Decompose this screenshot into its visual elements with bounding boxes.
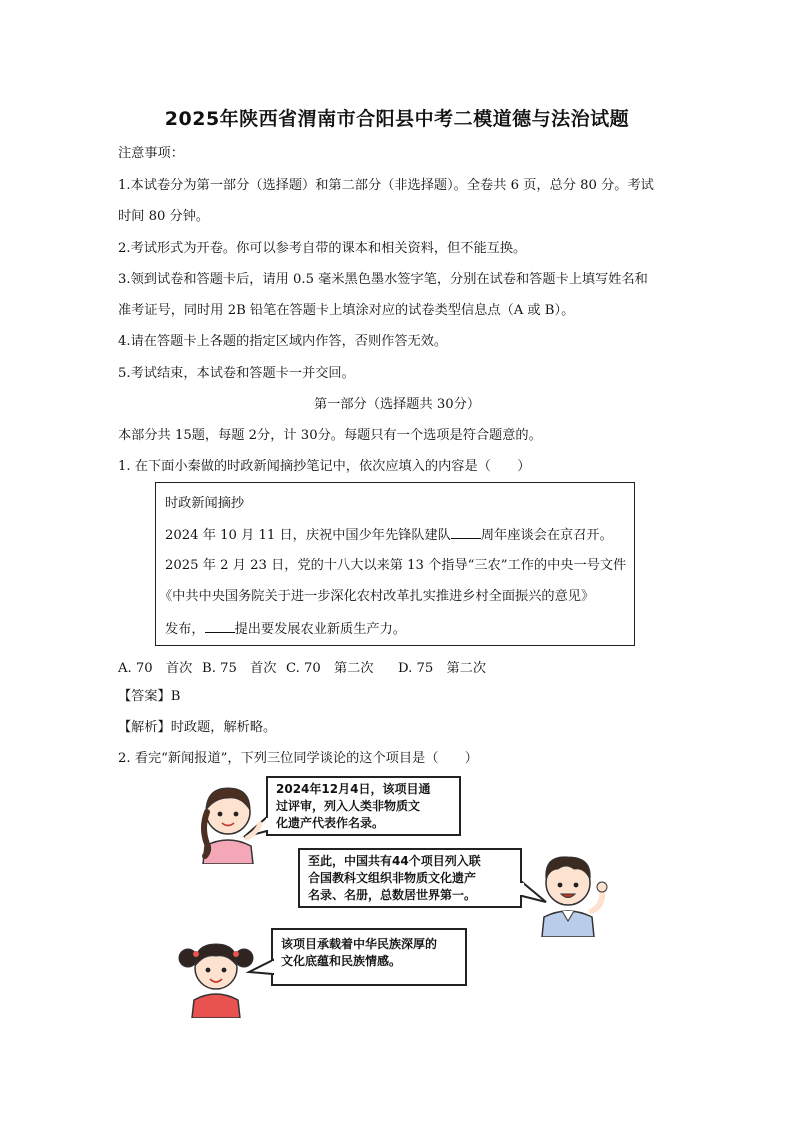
speech-bubble-2 xyxy=(298,848,522,908)
fill-blank-2 xyxy=(205,620,235,633)
notice-line: 3.领到试卷和答题卡后，请用 0.5 毫米黑色墨水签字笔，分别在试卷和答题卡上填写姓名和 xyxy=(118,272,648,287)
option-d: D. 75 第二次 xyxy=(398,661,487,676)
news-excerpt-box xyxy=(155,482,635,646)
girl-with-pigtails-illustration xyxy=(176,930,256,1018)
analysis-line: 【解析】时政题，解析略。 xyxy=(118,720,277,735)
question-1-stem: 1. 在下面小秦做的时政新闻摘抄笔记中，依次应填入的内容是（ ） xyxy=(118,459,531,474)
bubble-3-line: 文化底蕴和民族情感。 xyxy=(281,954,402,968)
box-line-4 xyxy=(165,620,406,639)
part1-heading: 第一部分（选择题共 30分） xyxy=(313,397,481,412)
notice-line: 时间 80 分钟。 xyxy=(118,209,210,224)
bubble-1-line: 化遗产代表作名录。 xyxy=(276,816,385,830)
fill-blank-1 xyxy=(451,526,481,539)
box-heading: 时政新闻摘抄 xyxy=(165,496,245,511)
notice-line: 1.本试卷分为第一部分（选择题）和第二部分（非选择题）。全卷共 6 页，总分 80 分。考试 xyxy=(118,178,654,193)
box-line-4-text-a: 发布， xyxy=(165,622,205,637)
bubble-2-line: 名录、名册，总数居世界第一。 xyxy=(308,888,477,902)
box-line-1 xyxy=(165,526,613,545)
girl-with-braid-illustration xyxy=(193,778,263,864)
boy-illustration xyxy=(530,845,612,937)
box-line-2: 2025 年 2 月 23 日，党的十八大以来第 13 个指导“三农”工作的中央一号文件 xyxy=(165,558,627,573)
answer-line: 【答案】B xyxy=(118,689,181,704)
option-c: C. 70 第二次 xyxy=(286,661,374,676)
box-line-1-text-b: 周年座谈会在京召开。 xyxy=(480,528,613,543)
notice-line: 准考证号，同时用 2B 铅笔在答题卡上填涂对应的试卷类型信息点（A 或 B）。 xyxy=(118,303,575,318)
bubble-1-line: 过评审，列入人类非物质文 xyxy=(276,799,421,813)
box-line-4-text-b: 提出要发展农业新质生产力。 xyxy=(234,622,406,637)
bubble-2-line: 至此，中国共有44个项目列入联 xyxy=(308,854,481,868)
speech-bubble-3 xyxy=(271,928,467,986)
option-a: A. 70 首次 xyxy=(118,661,193,676)
notice-line: 2.考试形式为开卷。你可以参考自带的课本和相关资料，但不能互换。 xyxy=(118,241,527,256)
bubble-1-line: 2024年12月4日，该项目通 xyxy=(276,782,431,796)
speech-bubble-1 xyxy=(266,776,461,836)
option-b: B. 75 首次 xyxy=(202,661,277,676)
box-line-1-text-a: 2024 年 10 月 11 日，庆祝中国少年先锋队建队 xyxy=(165,528,451,543)
notice-line: 4.请在答题卡上各题的指定区域内作答，否则作答无效。 xyxy=(118,334,448,349)
part1-instruction: 本部分共 15题，每题 2分，计 30分。每题只有一个选项是符合题意的。 xyxy=(118,428,542,443)
page-title: 2025年陕西省渭南市合阳县中考二模道德与法治试题 xyxy=(164,108,630,130)
notice-line: 5.考试结束，本试卷和答题卡一并交回。 xyxy=(118,366,355,381)
bubble-3-line: 该项目承载着中华民族深厚的 xyxy=(281,937,438,951)
box-line-3: 《中共中央国务院关于进一步深化农村改革扎实推进乡村全面振兴的意见》 xyxy=(159,589,595,604)
bubble-2-line: 合国教科文组织非物质文化遗产 xyxy=(308,871,477,885)
notice-heading: 注意事项： xyxy=(118,146,184,161)
question-2-stem: 2. 看完“新闻报道”，下列三位同学谈论的这个项目是（ ） xyxy=(118,751,478,766)
